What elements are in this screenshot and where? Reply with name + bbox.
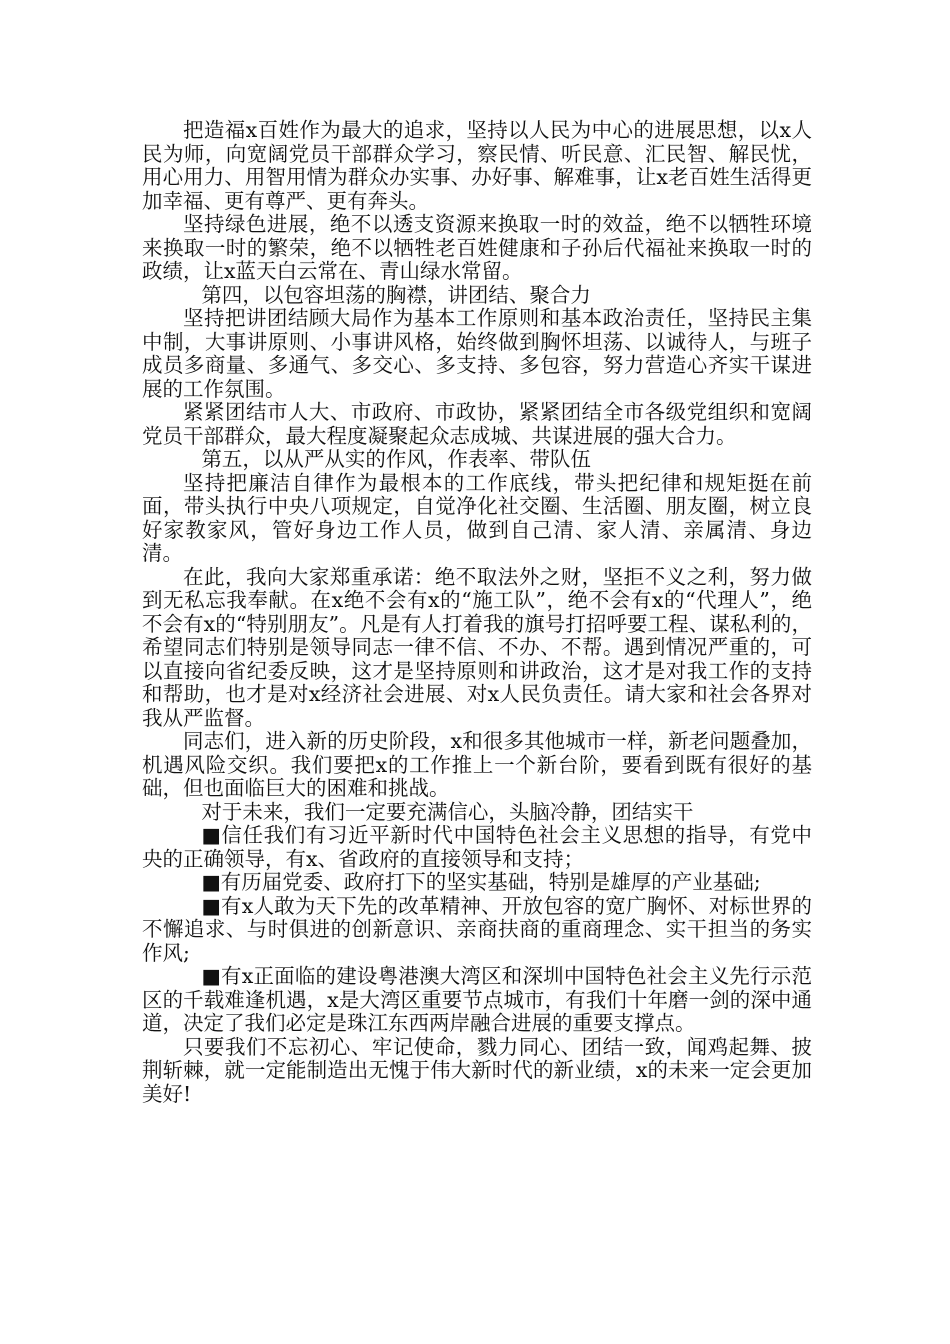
paragraph-integrity: 坚持把廉洁自律作为最根本的工作底线，带头把纪律和规矩挺在前面，带头执行中央八项规定，自觉净化社交圈、生活圈、朋友圈，树立良好家教家风，管好身边工作人员，做到自己清、家人清、亲属清、身边清。 [142,470,812,565]
bullet-item-guidance: ■信任我们有习近平新时代中国特色社会主义思想的指导，有党中央的正确领导，有x、省政府的直接领导和支持； [142,823,812,871]
bullet-item-spirit: ■有x人敢为天下先的改革精神、开放包容的宽广胸怀、对标世界的不懈追求、与时俱进的创新意识、亲商扶商的重商理念、实干担当的务实作风; [142,893,812,965]
paragraph-new-stage: 同志们，进入新的历史阶段，x和很多其他城市一样，新老问题叠加，机遇风险交织。我们要把x的工作推上一个新台阶，要看到既有很好的基础，但也面临巨大的困难和挑战。 [142,729,812,800]
paragraph-unity-principle: 坚持把讲团结顾大局作为基本工作原则和基本政治责任，坚持民主集中制，大事讲原则、小事讲风格，始终做到胸怀坦荡、以诚待人，与班子成员多商量、多通气、多交心、多支持、多包容，努力营造心齐实干谋进展的工作氛围。 [142,306,812,401]
paragraph-pledge: 在此，我向大家郑重承诺：绝不取法外之财，坚拒不义之利，努力做到无私忘我奉献。在x绝不会有x的“施工队”，绝不会有x的“代理人”，绝不会有x的“特别朋友”。凡是有人打着我的旗号打招呼要工程、谋私利的，希望同志们特别是领导同志一律不信、不办、不帮。遇到情况严重的，可以直接向省纪委反映，这才是坚持原则和讲政治，这才是对我工作的支持和帮助，也才是对x经济社会进展、对x人民负责任。请大家和社会各界对我从严监督。 [142,564,812,730]
paragraph-closing: 只要我们不忘初心、牢记使命，戮力同心、团结一致，闻鸡起舞、披荆斩棘，就一定能制造出无愧于伟大新时代的新业绩，x的未来一定会更加美好! [142,1034,812,1106]
paragraph-unite-institutions: 紧紧团结市人大、市政府、市政协，紧紧团结全市各级党组织和宽阔党员干部群众，最大程度凝聚起众志成城、共谋进展的强大合力。 [142,400,812,448]
bullet-item-opportunity: ■有x正面临的建设粤港澳大湾区和深圳中国特色社会主义先行示范区的千载难逢机遇，x是大湾区重要节点城市，有我们十年磨一剑的深中通道，决定了我们必定是珠江东西两岸融合进展的重要支撑点。 [142,964,812,1035]
section-heading-fifth: 第五，以从严从实的作风，作表率、带队伍 [201,447,591,471]
bullet-item-foundation: ■有历届党委、政府打下的坚实基础，特别是雄厚的产业基础; [201,870,761,894]
section-heading-fourth: 第四，以包容坦荡的胸襟，讲团结、聚合力 [201,282,591,307]
document-body [142,119,812,1106]
paragraph-confidence: 对于未来，我们一定要充满信心，头脑冷静，团结实干 [201,799,694,824]
paragraph-people-welfare: 把造福x百姓作为最大的追求，坚持以人民为中心的进展思想，以x人民为师，向宽阔党员干部群众学习，察民情、听民意、汇民智、解民忧，用心用力、用智用情为群众办实事、办好事、解难事，让x老百姓生活得更加幸福、更有尊严、更有奔头。 [142,118,812,213]
paragraph-green-development: 坚持绿色进展，绝不以透支资源来换取一时的效益，绝不以牺牲环境来换取一时的繁荣，绝不以牺牲老百姓健康和子孙后代福祉来换取一时的政绩，让x蓝天白云常在、青山绿水常留。 [142,212,812,283]
